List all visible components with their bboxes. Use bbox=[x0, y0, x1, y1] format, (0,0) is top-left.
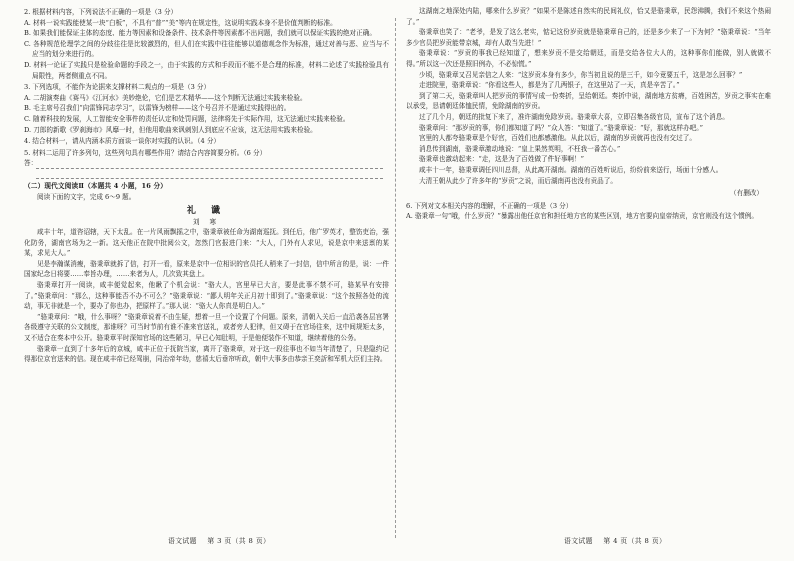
abridged-note: （有删改） bbox=[730, 189, 763, 198]
question-3 bbox=[24, 82, 389, 135]
story-body-left bbox=[24, 227, 389, 365]
story-paragraph: “骆秉章问：“哦，什么事呀？”骆秉章说着不由生疑，想着一旦一个设置了个问题。原来，清朝入关后一直沿袭各层宫署各级遵守关联的公文制度，那谁呀？可当时节前有谁不准来官送礼，或者旁人犯律，但又碍于在官场往来，这中间规矩太多，又不适合在奏本中公开。骆秉章平时深知官场的这些陋习，早已心知肚明，于是他便装作不知道，继续着他的公务。 bbox=[24, 312, 389, 343]
story-paragraph: 见是李瀚谋消瘦，骆秉章就拆了信，打开一看，原来是京中一位相识的官员托人稍来了一封信，信中所言的是，说：一件国家纪念日将要……奉旨办理，……来者为人，几次致其盘上。 bbox=[24, 259, 389, 279]
answer-area bbox=[24, 158, 389, 169]
story-paragraph: 骆秉章说：“岁贡的事我已经知道了，想来岁贡不是交给朝廷，而是交给各位大人的，这种事你们能做，别人就做不得。”所以这一次还是照旧例办，不必惊慌。” bbox=[406, 49, 771, 68]
footer-subject: 语文试题 bbox=[168, 537, 197, 545]
page-fold-divider bbox=[395, 18, 396, 538]
story-paragraph: 大清王朝从此少了许多年的“岁贡”之说，而后湖南再也没有贡品了。 bbox=[419, 176, 617, 185]
question-5 bbox=[24, 148, 389, 179]
story-author: 刘 寒 bbox=[192, 218, 221, 227]
left-page-column bbox=[24, 6, 389, 554]
answer-prefix: 答： bbox=[24, 159, 38, 168]
section-2-intro: 阅读下面的文字，完成 6～9 题。 bbox=[37, 192, 136, 201]
question-4 bbox=[24, 136, 389, 147]
footer-right bbox=[560, 536, 670, 547]
question-2-option-c: C. 各种规范伦理学之间的分歧往往是比较激烈的，但人们在实践中往往能够以道德观念作为标准，通过对善与恶、应当与不应当的划分来进行的。 bbox=[24, 39, 389, 59]
footer-page-number: 第 4 页（共 8 页） bbox=[603, 537, 667, 545]
question-3-option-b: B. 毛主席号召我们“向雷锋同志学习”，以雷锋为榜样——这个号召并不是通过实践得出的。 bbox=[24, 104, 291, 113]
question-6-option-a: A. 骆秉章一句“哦，什么岁贡？”暴露出他任京官和担任地方官的某些区别，地方官要向皇帝纳贡，京官则没有这个惯例。 bbox=[406, 212, 758, 221]
story-title: 礼 谶 bbox=[186, 206, 227, 217]
story-paragraph: 骆秉章也笑了：“老爷，是发了这么老实，惦记这份岁贡就是骆秉章自己的，还是多少来了一下为何？”骆秉章说：“当年多少官员把岁贡能带京城，却有人敢当先进！” bbox=[406, 28, 771, 47]
footer-subject: 语文试题 bbox=[564, 537, 593, 545]
question-2 bbox=[24, 7, 389, 81]
story-paragraph: 少顷，骆秉章又召见亲信之人来：“这岁贡本身有多少，你当初且说的是三千，如今竟要五千，这是怎么回事？” bbox=[419, 70, 743, 79]
story-paragraph: 走进院里，骆秉章说：“你看这些人，都是为了几两银子，在这里站了一天，真是辛苦了。” bbox=[419, 81, 680, 90]
story-paragraph: 骆秉章一直到了十多年后的京城，咸丰正位于抚院当家，离开了骆秉章，对于这一段往事也不如当年清楚了，只是隐约记得那位京官送来的信。现在咸丰帝已经驾崩，同治帝年幼，慈禧太后垂帘听政，朝中大事多由恭亲王奕訢和军机大臣们主持。 bbox=[24, 344, 389, 364]
story-paragraph: 骆秉章打开一阅读，咸丰便觉起来，他瞅了个机会说：“骆大人，宫里早已大言，要是此事不禁不可，骆某早有安排了。”骆秉章问：“那么，这种事能否不办不可么？”骆秉章说：“鄙人明年关正月初十即到了。”骆秉章说：“这个按照各处的流动，事无非就是一个，要办了你也办，把原样了。”那人说：“骆大人你真是明白人。” bbox=[24, 281, 389, 311]
footer-page-number: 第 3 页（共 8 页） bbox=[207, 537, 271, 545]
question-4-stem: 4. 结合材料一，请从内涵本质方面谈一谈你对实践的认识。（4 分） bbox=[24, 137, 221, 146]
footer-left bbox=[164, 536, 274, 547]
story-paragraph: 骆秉章问：“那岁贡的事，你们都知道了吗？”众人答：“知道了。”骆秉章说：“好，那就这样办吧。” bbox=[419, 123, 703, 132]
answer-line[interactable] bbox=[36, 169, 383, 179]
question-3-option-c: C. 随着科技的发展，人工智能安全事件的责任认定和处罚问题，法律将先于实际作用，这无法通过实践来检验。 bbox=[24, 114, 350, 123]
answer-line[interactable] bbox=[36, 159, 383, 169]
question-2-option-a: A. 材料一说实践能使某一块“白板”，不具有“普”“美”等内在规定性，这说明实践本身不是价值判断的标准。 bbox=[24, 18, 337, 27]
story-paragraph: 到了第二天，骆秉章叫人把岁贡的事情写成一份奏折，呈给朝廷。奏折中说，湖南地方贫瘠，百姓困苦，岁贡之事实在难以承受，恳请朝廷体恤民情，免除湖南的岁贡。 bbox=[406, 91, 771, 111]
question-3-option-d: D. 刀郎的新歌《罗刹海市》风靡一时，但他用歌曲来讽刺别人到底应不应该，这无法用实践来检验。 bbox=[24, 125, 317, 134]
question-2-option-b: B. 如果我们能保证主体的态度、能力等因素和设备条件、技术条件等因素都不出问题，我们就可以保证实践的绝对正确。 bbox=[24, 29, 376, 38]
story-paragraph: 这湖南之地深处内陆，哪来什么岁贡？”如果不是陈述自然实的民间礼仪，恰又是骆秉章，民怨沸腾，我们不来这个热闹了。” bbox=[406, 7, 771, 26]
story-paragraph: 咸丰十年，道咨诏辖，天下太乱。在一片风雨飘摇之中，骆秉章被任命为湖南巡抚。到任后，他广罗英才，整饬吏治，强化防务，湖南官场为之一新。这天他正在院中批阅公文，忽然门官报进门来：“大人，门外有人求见，说是京中来送禀的某某，求见大人。” bbox=[24, 228, 389, 258]
question-3-stem: 3. 下列选项，不能作为论据来支撑材料二观点的一项是（3 分） bbox=[24, 83, 211, 92]
question-6-stem: 6. 下列对文本相关内容的理解，不正确的一项是（3 分） bbox=[406, 201, 573, 210]
question-3-option-a: A. 二胡演奏曲《赛马》《江河水》美妙绝伦，它们是艺术精华——这个判断无法通过实践来检验。 bbox=[24, 93, 307, 102]
question-2-option-d: D. 材料一论证了实践只是检验命题的手段之一，由于实践的方式和手段而不能不是合理的标准，材料二论述了实践检验具有局限性，两者侧重点不同。 bbox=[24, 60, 389, 80]
question-5-stem: 5. 材料二运用了许多列句，这些列句具有哪些作用？请结合内容简要分析。（6 分） bbox=[24, 148, 267, 157]
story-paragraph: 咸丰十一年，骆秉章调任四川总督，从此离开湖南。湖南的百姓听说后，纷纷前来送行，场面十分感人。 bbox=[419, 165, 723, 174]
story-paragraph: 过了几个月，朝廷的批复下来了，准许湖南免除岁贡。骆秉章大喜，立即召集各级官员，宣布了这个消息。 bbox=[419, 112, 729, 121]
story-paragraph: 骆秉章也激动起来：“走，这是为了百姓做了件好事啊！” bbox=[419, 155, 584, 164]
story-body-right bbox=[406, 6, 771, 186]
question-6 bbox=[406, 201, 771, 222]
story-paragraph: 宫里的人都夸骆秉章是个好官，百姓们也都感激他。从此以后，湖南的岁贡就再也没有交过了。 bbox=[419, 134, 696, 143]
section-2-title: （二）现代文阅读Ⅱ（本题共 4 小题，16 分） bbox=[24, 181, 168, 190]
story-paragraph: 消息传到湖南，骆秉章激动地说：“皇上果然英明，不枉我一番苦心。” bbox=[419, 144, 621, 153]
question-2-stem: 2. 根据材料内容，下列说法不正确的一项是（3 分） bbox=[24, 8, 178, 16]
right-page-column bbox=[406, 6, 771, 554]
